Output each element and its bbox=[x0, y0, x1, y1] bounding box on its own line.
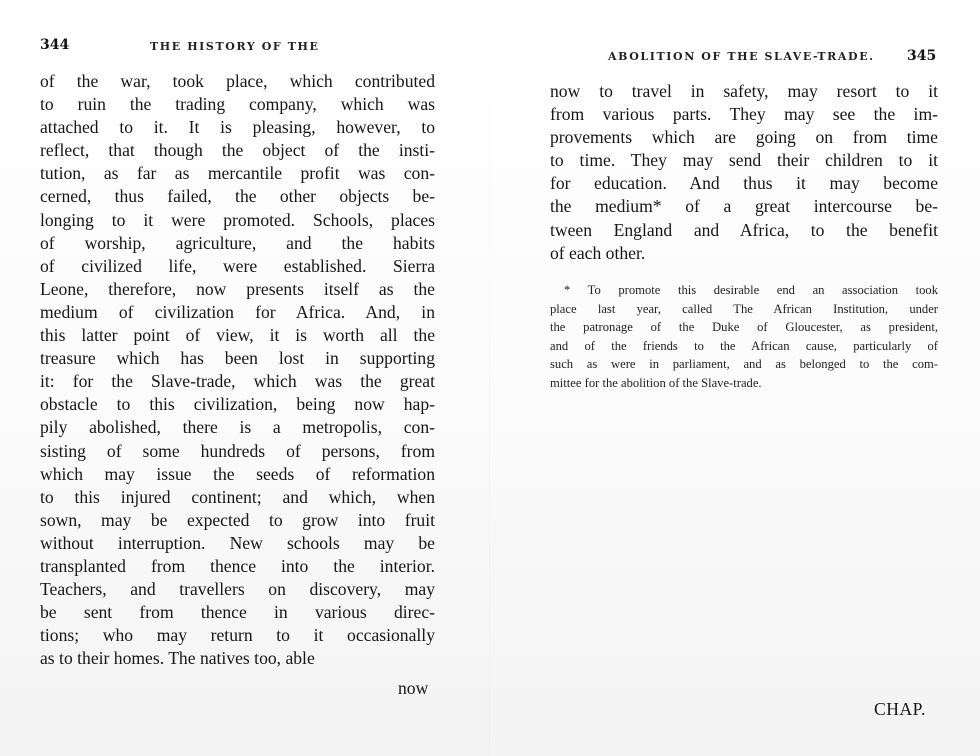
text-line: for education. And thus it may become bbox=[550, 173, 938, 194]
text-line: pily abolished, there is a metropolis, con- bbox=[40, 417, 435, 438]
text-line: sisting of some hundreds of persons, from bbox=[40, 440, 435, 461]
text-line: reflect, that though the object of the insti- bbox=[40, 140, 435, 161]
page-number: 345 bbox=[907, 48, 937, 64]
running-head: ABOLITION OF THE SLAVE-TRADE. bbox=[608, 50, 875, 63]
footnote-line: * To promote this desirable end an association took bbox=[564, 283, 938, 297]
footnote-line: and of the friends to the African cause, particularly of bbox=[550, 338, 938, 353]
text-line: now to travel in safety, may resort to it bbox=[550, 81, 938, 101]
text-line: to this injured continent; and which, when bbox=[40, 486, 435, 507]
text-line: tution, as far as mercantile profit was con- bbox=[40, 163, 435, 184]
text-line: cerned, thus failed, the other objects be- bbox=[40, 186, 435, 207]
footnote-line: the patronage of the Duke of Gloucester, as president, bbox=[550, 320, 938, 335]
text-line: without interruption. New schools may be bbox=[40, 532, 435, 553]
catchword: now bbox=[398, 678, 429, 698]
text-line: it: for the Slave-trade, which was the great bbox=[40, 371, 435, 392]
text-line: of civilized life, were established. Sierra bbox=[40, 255, 435, 276]
text-line: of the war, took place, which contributed bbox=[40, 71, 435, 91]
footnote-line: mittee for the abolition of the Slave-trade. bbox=[550, 375, 762, 390]
text-line: sown, may be expected to grow into fruit bbox=[40, 509, 435, 530]
text-line: obstacle to this civilization, being now hap- bbox=[40, 394, 435, 415]
text-line: of worship, agriculture, and the habits bbox=[40, 232, 435, 253]
text-line: Teachers, and travellers on discovery, may bbox=[40, 579, 435, 600]
text-line: longing to it were promoted. Schools, places bbox=[40, 209, 435, 230]
text-line: medium of civilization for Africa. And, in bbox=[40, 301, 435, 322]
text-line: which may issue the seeds of reformation bbox=[40, 463, 435, 484]
text-line: attached to it. It is pleasing, however, to bbox=[40, 117, 435, 138]
text-line: treasure which has been lost in supporting bbox=[40, 348, 435, 369]
text-line: to ruin the trading company, which was bbox=[40, 94, 435, 115]
footnote-line: place last year, called The African Institution, under bbox=[550, 301, 938, 316]
text-line: the medium* of a great intercourse be- bbox=[550, 196, 938, 217]
text-line: tween England and Africa, to the benefit bbox=[550, 219, 938, 240]
text-line: as to their homes. The natives too, able bbox=[40, 648, 315, 669]
text-line: be sent from thence in various direc- bbox=[40, 602, 435, 623]
footnote-line: such as were in parliament, and as belonged to the com- bbox=[550, 357, 938, 372]
text-line: transplanted from thence into the interior. bbox=[40, 555, 435, 576]
text-line: Leone, therefore, now presents itself as the bbox=[40, 278, 435, 299]
text-line: to time. They may send their children to it bbox=[550, 150, 938, 171]
body-text bbox=[550, 80, 938, 265]
text-line: from various parts. They may see the im- bbox=[550, 104, 938, 125]
text-line: tions; who may return to it occasionally bbox=[40, 625, 435, 646]
body-text bbox=[40, 70, 435, 670]
page-number: 344 bbox=[40, 37, 70, 53]
text-line: provements which are going on from time bbox=[550, 127, 938, 148]
running-head: THE HISTORY OF THE bbox=[150, 40, 320, 53]
text-line: of each other. bbox=[550, 242, 646, 263]
catchword: CHAP. bbox=[874, 699, 926, 719]
text-line: this latter point of view, it is worth all the bbox=[40, 325, 435, 346]
footnote bbox=[550, 281, 938, 393]
right-page bbox=[490, 0, 980, 756]
